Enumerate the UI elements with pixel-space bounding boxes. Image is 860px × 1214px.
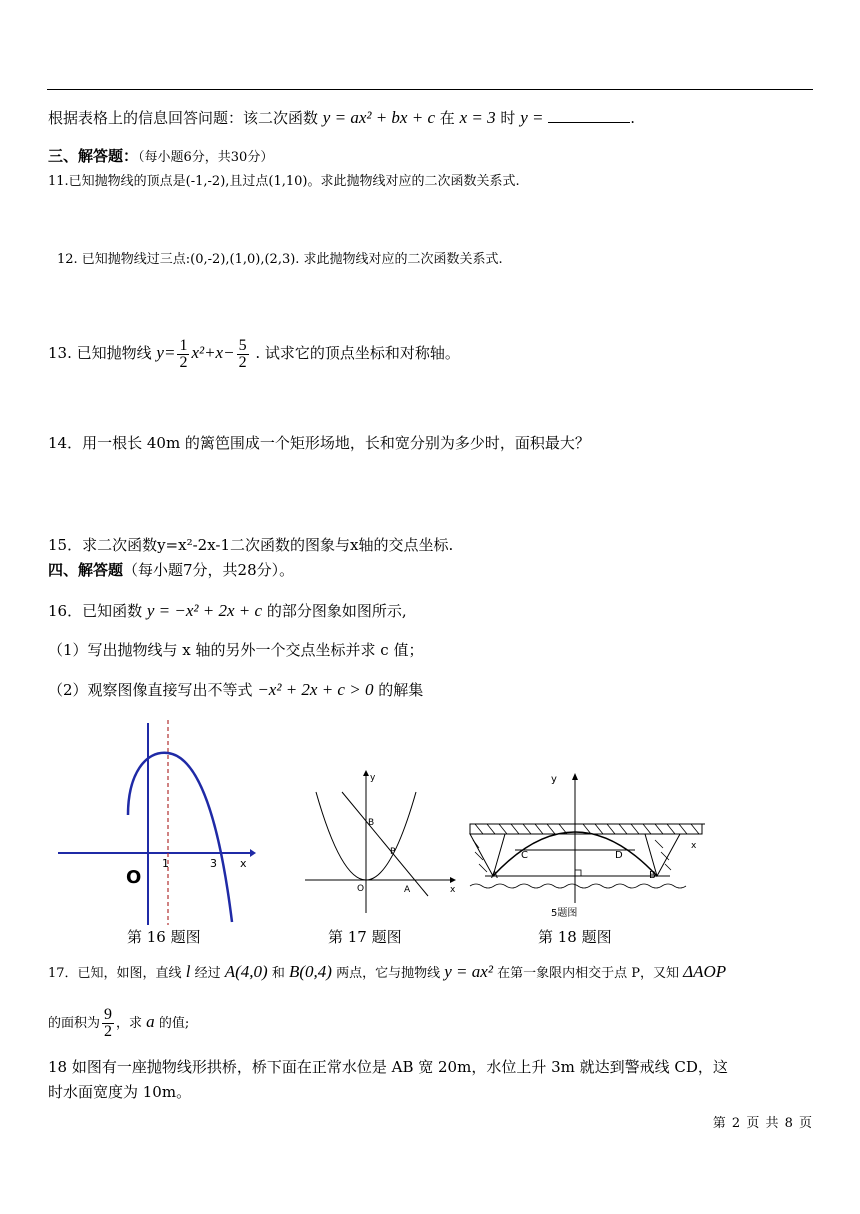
- intro-end: .: [630, 109, 636, 127]
- q13-num-2: 5: [238, 336, 247, 354]
- fig18-caption: 第 18 题图: [538, 928, 612, 946]
- q16-suffix: 的部分图象如图所示,: [266, 602, 407, 620]
- q13-mid: x²+x−: [191, 343, 235, 362]
- figure-16: [50, 715, 260, 930]
- q13-den-1: 2: [179, 353, 188, 371]
- fig17-label-b: B: [368, 818, 375, 828]
- question-15: 15．求二次函数y=x²-2x-1二次函数的图象与x轴的交点坐标.: [48, 536, 454, 554]
- figure-18: [465, 768, 710, 920]
- q17-area-suffix: ，求: [116, 1016, 143, 1031]
- q13-prefix: 13. 已知抛物线: [48, 344, 152, 362]
- fig18-label-c: C: [521, 850, 528, 861]
- q17-a-variable: a: [146, 1012, 155, 1031]
- fig18-label-y: y: [551, 774, 557, 785]
- answer-blank[interactable]: [548, 108, 630, 123]
- fig17-caption: 第 17 题图: [328, 928, 402, 946]
- fig16-label-x: x: [240, 857, 247, 870]
- q17-mid: 两点，它与抛物线: [336, 966, 441, 981]
- section4-note: （每小题7分，共28分）。: [123, 561, 295, 579]
- intro-line: [48, 108, 635, 128]
- intro-mid2: 时: [500, 109, 516, 127]
- fig16-label-3: 3: [210, 857, 217, 870]
- question-14: 14．用一根长 40m 的篱笆围成一个矩形场地，长和宽分别为多少时，面积最大？: [48, 434, 590, 452]
- q16-prefix: 16．已知函数: [48, 602, 143, 620]
- fig18-right-angle: [575, 870, 581, 876]
- fig16-parabola: [128, 753, 232, 922]
- header-rule: [47, 89, 813, 90]
- q16-part-2: [48, 680, 423, 700]
- q17-den: 2: [104, 1023, 113, 1040]
- fig17-label-a: A: [404, 885, 411, 895]
- q13-suffix: . 试求它的顶点坐标和对称轴。: [255, 344, 460, 362]
- q18-line-1: 18 如图有一座抛物线形拱桥，桥下面在正常水位是 AB 宽 20m，水位上升 3m 就达到警戒线 CD，这: [48, 1058, 728, 1076]
- question-12: 12. 已知抛物线过三点:(0,-2),(1,0),(2,3). 求此抛物线对应的二次函数关系式.: [57, 252, 503, 267]
- q16-function: y = −x² + 2x + c: [146, 601, 263, 620]
- q18-line-2: 时水面宽度为 10m。: [48, 1083, 192, 1101]
- fig17-label-p: P: [390, 847, 396, 857]
- intro-function: y = ax² + bx + c: [322, 108, 435, 127]
- section4-title: 四、解答题: [48, 561, 124, 579]
- intro-mid: 在: [439, 109, 455, 127]
- intro-y: y =: [520, 108, 544, 127]
- q17-mid2: 在第一象限内相交于点 P，又知: [497, 966, 679, 981]
- q16-inequality: −x² + 2x + c > 0: [257, 680, 374, 699]
- fig18-label-b: B: [649, 870, 656, 881]
- fig17-label-y: y: [370, 773, 376, 783]
- fig16-label-1: 1: [162, 857, 169, 870]
- q17-area-prefix: 的面积为: [48, 1016, 101, 1031]
- fig18-sublabel: 5题图: [551, 908, 578, 919]
- q13-fraction-2: [237, 338, 249, 371]
- q13-den-2: 2: [238, 353, 247, 371]
- section3-note: （每小题6分，共30分）: [138, 150, 274, 165]
- intro-prefix: 根据表格上的信息回答问题：该二次函数: [48, 109, 319, 127]
- q17-and: 和: [271, 966, 285, 981]
- question-16: [48, 601, 407, 621]
- q13-y: y=: [156, 343, 176, 362]
- q17-fraction: [102, 1007, 114, 1040]
- fig17-label-x: x: [450, 885, 456, 895]
- question-11: 11.已知抛物线的顶点是(-1,-2),且过点(1,10)。求此抛物线对应的二次函数关系式.: [48, 174, 520, 189]
- fig18-y-arrow-icon: [572, 773, 578, 780]
- section4-heading: [48, 560, 294, 580]
- fig16-x-arrow-icon: [250, 849, 256, 857]
- q13-fraction-1: [177, 338, 189, 371]
- q17-point-b: B(0,4): [288, 962, 332, 981]
- q16-part-1: （1）写出抛物线与 x 轴的另外一个交点坐标并求 c 值；: [48, 641, 424, 659]
- fig16-caption: 第 16 题图: [127, 928, 201, 946]
- section3-heading: [48, 146, 273, 168]
- fig18-label-a: A: [491, 870, 498, 881]
- fig16-label-o: O: [126, 867, 142, 888]
- q16-part2-suffix: 的解集: [378, 681, 424, 699]
- section3-title: 三、解答题：: [48, 147, 139, 165]
- question-17: [48, 962, 726, 984]
- fig18-water: [470, 884, 686, 888]
- q17-area-line: [48, 1005, 189, 1041]
- question-13: [48, 336, 460, 371]
- q16-part2-prefix: （2）观察图像直接写出不等式: [48, 681, 253, 699]
- fig18-label-x: x: [691, 841, 697, 851]
- q17-triangle: ΔAOP: [683, 962, 727, 981]
- q17-l: l: [185, 962, 191, 981]
- intro-condition: x = 3: [459, 108, 496, 127]
- fig17-x-arrow-icon: [450, 877, 456, 883]
- fig17-y-arrow-icon: [363, 770, 369, 776]
- q13-num-1: 1: [179, 336, 188, 354]
- page-footer: 第 2 页 共 8 页: [712, 1116, 813, 1131]
- fig18-label-d: D: [615, 850, 623, 861]
- q17-area-end: 的值;: [158, 1016, 190, 1031]
- q17-num: 9: [104, 1006, 113, 1023]
- q17-point-a: A(4,0): [224, 962, 268, 981]
- q17-pass: 经过: [194, 966, 221, 981]
- figure-17: [300, 768, 460, 918]
- q17-parabola: y = ax²: [444, 962, 493, 981]
- q17-prefix: 17．已知，如图，直线: [48, 966, 182, 981]
- fig17-label-o: O: [357, 884, 365, 894]
